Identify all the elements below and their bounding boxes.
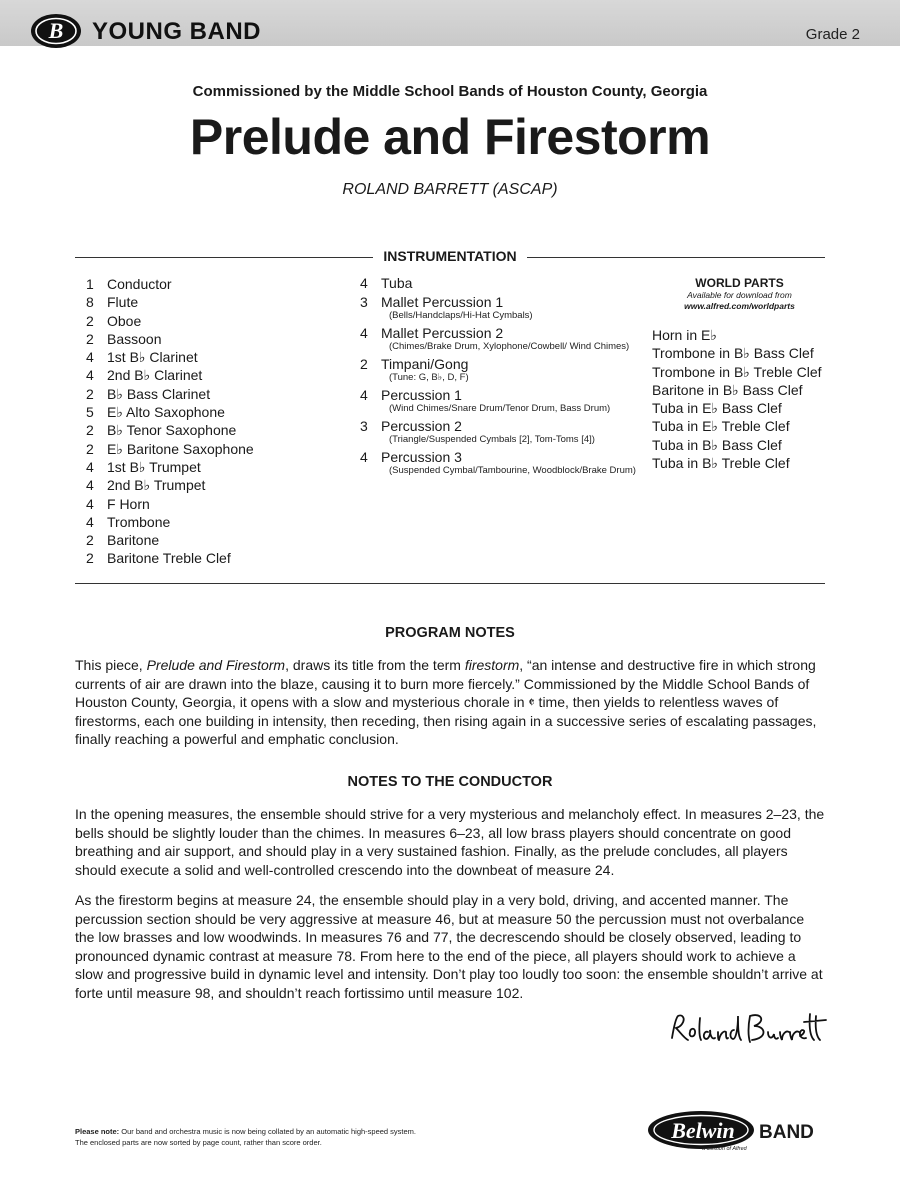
instrument-qty: 3 — [360, 418, 368, 434]
instrument-row — [86, 275, 254, 293]
instrument-row — [86, 330, 254, 348]
instrument-detail: (Chimes/Brake Drum, Xylophone/Cowbell/ Wind Chimes) — [389, 341, 630, 352]
instrument-name: E♭ Alto Saxophone — [107, 404, 225, 421]
publisher-subtitle: a division of Alfred — [702, 1146, 747, 1152]
instrument-item — [360, 275, 636, 292]
instrument-row — [86, 385, 254, 403]
instrument-name: Baritone Treble Clef — [107, 550, 231, 567]
instrument-qty: 2 — [86, 422, 94, 439]
instrument-row — [86, 549, 254, 567]
instrument-qty: 4 — [86, 513, 94, 530]
composer-signature — [668, 1008, 828, 1050]
instrument-qty: 1 — [86, 276, 94, 292]
instrument-detail: (Wind Chimes/Snare Drum/Tenor Drum, Bass Drum) — [389, 403, 611, 414]
instrument-row — [86, 476, 254, 494]
instrument-qty: 5 — [86, 404, 94, 421]
instrument-qty: 4 — [360, 387, 368, 403]
world-part-item: Baritone in B♭ Bass Clef — [652, 381, 803, 398]
world-part-item: Trombone in B♭ Bass Clef — [652, 345, 814, 362]
instrument-name: F Horn — [107, 495, 150, 512]
instrument-qty: 8 — [86, 294, 94, 311]
instrument-item — [360, 325, 636, 353]
instrument-column-1 — [86, 275, 254, 568]
young-band-logo-icon — [30, 11, 82, 51]
world-part-item: Tuba in E♭ Treble Clef — [652, 418, 790, 435]
program-notes-heading: PROGRAM NOTES — [385, 625, 515, 641]
instrument-qty: 4 — [86, 349, 94, 366]
instrument-row — [86, 513, 254, 531]
instrument-name: 1st B♭ Clarinet — [107, 349, 198, 366]
instrument-name: Timpani/Gong — [381, 356, 469, 372]
instrument-qty: 4 — [86, 495, 94, 512]
instrument-name: Percussion 2 — [381, 418, 462, 434]
conductor-notes-p2: As the firestorm begins at measure 24, the ensemble should play in a very bold, driving, and accented manner. The percussion section should be very aggressive at measure 46, but at measure 50 the percussion must not overbalance the low brasses and low woodwinds. In measures 76 and 77, the decrescendo should be closely observed, leading to pronounced dynamic contrast at measure 78. From here to the end of the piece, all players should work to achieve a slow and progressive build in dynamic level and intensity. Don’t play too loudly too soon: the ensemble shouldn’t arrive at forte until measure 98, and shouldn’t reach fortissimo until measure 102. — [75, 892, 823, 1001]
instrument-detail: (Tune: G, B♭, D, F) — [389, 372, 469, 383]
instrument-qty: 3 — [360, 294, 368, 310]
world-part-item: Tuba in E♭ Bass Clef — [652, 400, 782, 417]
series-name: YOUNG BAND — [92, 18, 262, 45]
piece-title-italic: Prelude and Firestorm — [146, 657, 286, 673]
instrument-qty: 2 — [86, 550, 94, 567]
grade-label: Grade 2 — [805, 26, 860, 43]
instrument-qty: 4 — [360, 275, 368, 291]
instrument-name: Bassoon — [107, 330, 162, 347]
svg-text:B: B — [48, 18, 64, 43]
instrument-row — [86, 495, 254, 513]
collation-note: Please note: Our band and orchestra music is now being collated by an automatic high-speed system. The enclosed parts are now sorted by page count, rather than score order. — [75, 1127, 417, 1147]
instrument-qty: 4 — [360, 449, 368, 465]
header-bar — [0, 0, 900, 46]
world-parts-subheading: Available for download from — [687, 290, 792, 300]
instrument-qty: 2 — [86, 385, 94, 402]
instrument-name: Conductor — [107, 276, 172, 292]
instrument-name: Mallet Percussion 2 — [381, 325, 504, 341]
instrument-detail: (Suspended Cymbal/Tambourine, Woodblock/Brake Drum) — [389, 465, 636, 476]
instrument-row — [86, 293, 254, 311]
publisher-logo — [647, 1110, 832, 1158]
instrument-item — [360, 356, 636, 384]
instrument-qty: 2 — [86, 532, 94, 549]
instrument-item — [360, 418, 636, 446]
world-parts-list — [652, 326, 832, 472]
instrument-name: 2nd B♭ Trumpet — [107, 477, 206, 494]
instrument-row — [86, 403, 254, 421]
instrument-row — [86, 348, 254, 366]
instrument-qty: 4 — [86, 477, 94, 494]
instrument-qty: 2 — [86, 330, 94, 347]
belwin-logo-icon — [647, 1110, 755, 1150]
composer: ROLAND BARRETT (ASCAP) — [342, 181, 558, 198]
instrument-name: E♭ Baritone Saxophone — [107, 440, 254, 457]
instrument-detail: (Bells/Handclaps/Hi-Hat Cymbals) — [389, 310, 533, 321]
instrument-row — [86, 366, 254, 384]
instrument-row — [86, 440, 254, 458]
instrument-qty: 4 — [360, 325, 368, 341]
commission-line: Commissioned by the Middle School Bands of Houston County, Georgia — [192, 83, 708, 100]
instrument-qty: 4 — [86, 367, 94, 384]
conductor-notes-heading: NOTES TO THE CONDUCTOR — [347, 774, 553, 790]
instrument-qty: 2 — [86, 312, 94, 329]
instrument-item — [360, 449, 636, 477]
instrument-item — [360, 387, 636, 415]
instrument-row — [86, 531, 254, 549]
instrument-row — [86, 421, 254, 439]
world-part-item: Horn in E♭ — [652, 327, 717, 343]
instrument-name: 2nd B♭ Clarinet — [107, 367, 203, 384]
instrument-name: Baritone — [107, 532, 160, 549]
instrument-name: Trombone — [107, 513, 171, 530]
instrument-item — [360, 294, 636, 322]
instrument-name: Tuba — [381, 275, 413, 291]
svg-text:Belwin: Belwin — [671, 1118, 735, 1143]
program-notes-text: This piece, Prelude and Firestorm, draws its title from the term firestorm, “an intense and destructive fire in which strong currents of air are drawn into the blaze, causing it to burn more fiercely.” Commissioned by the Middle School Bands of Houston County, Georgia, it opens with a slow and mysterious chorale in 𝄵 time, then yields to relentless waves of firestorms, each one building in intensity, then receding, then rising again in a successive series of escalating passages, finally reaching a powerful and emphatic conclusion. — [75, 657, 817, 748]
instrument-name: B♭ Tenor Saxophone — [107, 422, 237, 439]
instrument-name: Mallet Percussion 1 — [381, 294, 504, 310]
instrument-qty: 2 — [86, 440, 94, 457]
instrument-name: Flute — [107, 294, 139, 311]
instrument-detail: (Triangle/Suspended Cymbals [2], Tom-Toms [4]) — [389, 434, 595, 445]
term-italic: firestorm — [464, 657, 520, 673]
world-part-item: Trombone in B♭ Treble Clef — [652, 363, 822, 380]
world-parts — [652, 276, 832, 472]
divider — [75, 583, 825, 584]
world-part-item: Tuba in B♭ Treble Clef — [652, 455, 790, 472]
instrument-qty: 2 — [360, 356, 368, 372]
world-parts-url[interactable]: www.alfred.com/worldparts — [684, 301, 795, 311]
instrument-name: Oboe — [107, 312, 142, 329]
instrument-row — [86, 458, 254, 476]
publisher-band-label: BAND — [759, 1122, 814, 1143]
world-part-item: Tuba in B♭ Bass Clef — [652, 436, 782, 453]
instrument-row — [86, 312, 254, 330]
page-title: Prelude and Firestorm — [189, 109, 711, 165]
conductor-notes-p1: In the opening measures, the ensemble should strive for a very mysterious and melancholy effect. In measures 2–23, the bells should be slightly louder than the chimes. In measures 6–23, all low brass players should concentrate on good breathing and air support, and should play in a very sustained fashion. Finally, as the prelude concludes, all players should execute a solid and well-controlled crescendo into the downbeat of measure 24. — [75, 806, 825, 878]
instrument-name: Percussion 3 — [381, 449, 462, 465]
instrument-name: Percussion 1 — [381, 387, 462, 403]
instrument-name: 1st B♭ Trumpet — [107, 458, 201, 475]
world-parts-heading: WORLD PARTS — [695, 276, 784, 290]
instrument-qty: 4 — [86, 458, 94, 475]
instrument-name: B♭ Bass Clarinet — [107, 385, 211, 402]
instrument-column-2 — [360, 275, 636, 480]
instrumentation-heading: INSTRUMENTATION — [0, 248, 900, 266]
